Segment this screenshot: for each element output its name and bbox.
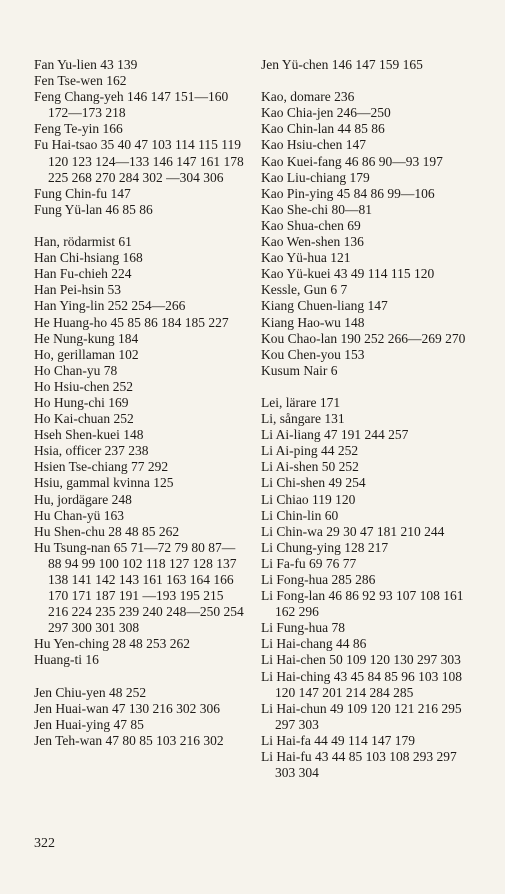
index-entry: Kao Wen-shen 136: [261, 234, 364, 250]
index-entry: Feng Te-yin 166: [34, 121, 123, 137]
index-entry: Han Chi-hsiang 168: [34, 250, 143, 266]
index-entry: Kao Yü-kuei 43 49 114 115 120: [261, 266, 435, 282]
index-entry: Han Ying-lin 252 254—266: [34, 298, 186, 314]
index-column-right: [261, 57, 473, 781]
index-entry: Jen Teh-wan 47 80 85 103 216 302: [34, 732, 224, 748]
index-group-gap: [261, 379, 473, 395]
index-entry: He Huang-ho 45 85 86 184 185 227: [34, 314, 229, 330]
index-entry: Kao Hsiu-chen 147: [261, 137, 366, 153]
index-entry: Jen Yü-chen 146 147 159 165: [261, 57, 423, 72]
index-group-gap: [261, 73, 473, 89]
index-entry: Li Hai-ching 43 45 84 85 96 103 108 120 147 201 214 284 285: [261, 668, 462, 700]
index-entry: Lei, lärare 171: [261, 394, 341, 410]
index-entry: Li Hai-fa 44 49 114 147 179: [261, 732, 415, 748]
index-entry: Kao Chin-lan 44 85 86: [261, 121, 385, 137]
index-entry: Fung Yü-lan 46 85 86: [34, 201, 153, 217]
index-entry: Kao Yü-hua 121: [261, 250, 351, 266]
index-entry: Fu Hai-tsao 35 40 47 103 114 115 119 120 123 124—133 146 147 161 178 225 268 270 284 302 —304 306: [34, 137, 244, 185]
index-entry: Kao She-chi 80—81: [261, 201, 372, 217]
index-entry: Feng Chang-yeh 146 147 151—160 172—173 218: [34, 89, 229, 121]
index-entry: Hu Tsung-nan 65 71—72 79 80 87—88 94 99 100 102 118 127 128 137 138 141 142 143 161 163 164 166 170 171 187 191 —193 195 215 216 224 235 239 240 248—250 254 297 300 301 308: [34, 539, 244, 636]
index-entry: Kao Kuei-fang 46 86 90—93 197: [261, 153, 443, 169]
index-entry: Hseh Shen-kuei 148: [34, 427, 144, 443]
index-entry: Kou Chen-you 153: [261, 346, 365, 362]
index-entry: Jen Huai-ying 47 85: [34, 716, 144, 732]
index-entry: Li Ai-liang 47 191 244 257: [261, 427, 409, 443]
index-entry: Li Hai-fu 43 44 85 103 108 293 297 303 304: [261, 749, 457, 781]
index-entry: Li Fung-hua 78: [261, 620, 345, 636]
index-entry: Hsia, officer 237 238: [34, 443, 149, 459]
index-entry: Hsiu, gammal kvinna 125: [34, 475, 174, 491]
index-entry: Kessle, Gun 6 7: [261, 282, 348, 298]
index-entry: Li Fa-fu 69 76 77: [261, 555, 357, 571]
index-entry: Kiang Chuen-liang 147: [261, 298, 388, 314]
index-entry: Li Chi-shen 49 254: [261, 475, 366, 491]
index-entry: Huang-ti 16: [34, 652, 99, 668]
index-entry: Han Fu-chieh 224: [34, 266, 132, 282]
index-entry: Han, rödarmist 61: [34, 234, 132, 250]
index-entry: Jen Huai-wan 47 130 216 302 306: [34, 700, 220, 716]
index-entry: Kao, domare 236: [261, 89, 355, 105]
index-entry: Ho, gerillaman 102: [34, 346, 139, 362]
index-entry: Ho Hsiu-chen 252: [34, 378, 133, 394]
page-number: 322: [34, 836, 55, 851]
index-entry: He Nung-kung 184: [34, 330, 139, 346]
index-entry: Ho Chan-yu 78: [34, 362, 118, 378]
index-entry: Li Hai-chun 49 109 120 121 216 295 297 303: [261, 700, 462, 732]
index-entry: Kiang Hao-wu 148: [261, 314, 365, 330]
index-entry: Kusum Nair 6: [261, 362, 338, 378]
index-entry: Li Fong-lan 46 86 92 93 107 108 161 162 296: [261, 588, 464, 620]
index-entry: Fan Yu-lien 43 139: [34, 57, 138, 72]
index-entry: Han Pei-hsin 53: [34, 282, 121, 298]
index-entry: Ho Hung-chi 169: [34, 394, 129, 410]
index-group-gap: [34, 218, 246, 234]
index-entry: Fen Tse-wen 162: [34, 73, 127, 89]
index-entry: Hu Chan-yü 163: [34, 507, 124, 523]
index-entry: Ho Kai-chuan 252: [34, 411, 134, 427]
index-entry: Li Chung-ying 128 217: [261, 539, 389, 555]
index-entry: Kao Chia-jen 246—250: [261, 105, 391, 121]
index-entry: Jen Chiu-yen 48 252: [34, 684, 147, 700]
index-entry: Li Hai-chang 44 86: [261, 636, 367, 652]
index-entry: Li Hai-chen 50 109 120 130 297 303: [261, 652, 461, 668]
index-entry: Hu Shen-chu 28 48 85 262: [34, 523, 180, 539]
index-entry: Li, sångare 131: [261, 411, 345, 427]
index-entry: Li Fong-hua 285 286: [261, 572, 376, 587]
index-entry: Li Chiao 119 120: [261, 491, 356, 507]
index-column-left: [34, 57, 246, 749]
index-entry: Hsien Tse-chiang 77 292: [34, 459, 169, 475]
index-group-gap: [34, 669, 246, 685]
index-entry: Hu, jordägare 248: [34, 491, 132, 507]
index-entry: Li Ai-ping 44 252: [261, 443, 359, 459]
index-entry: Kao Liu-chiang 179: [261, 169, 370, 185]
index-entry: Kao Shua-chen 69: [261, 217, 361, 233]
index-entry: Fung Chin-fu 147: [34, 185, 131, 201]
index-entry: Li Ai-shen 50 252: [261, 459, 359, 475]
index-entry: Kao Pin-ying 45 84 86 99—106: [261, 185, 435, 201]
index-entry: Hu Yen-ching 28 48 253 262: [34, 636, 191, 652]
index-entry: Li Chin-wa 29 30 47 181 210 244: [261, 523, 445, 539]
index-entry: Kou Chao-lan 190 252 266—269 270: [261, 330, 466, 346]
index-entry: Li Chin-lin 60: [261, 507, 339, 523]
